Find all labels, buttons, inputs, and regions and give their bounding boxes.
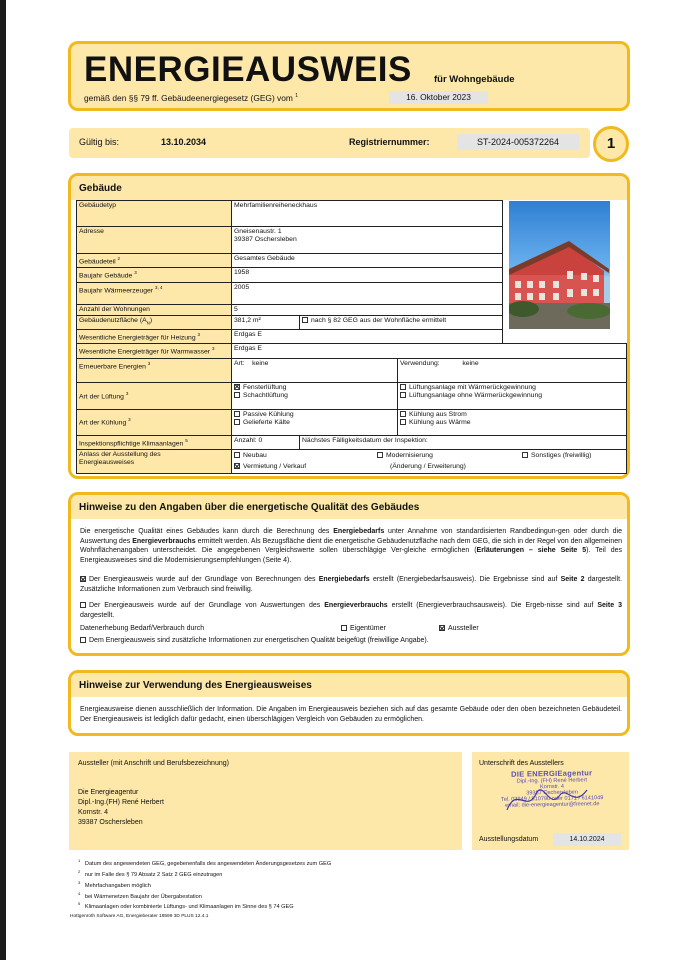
signature-label: Unterschrift des Ausstellers bbox=[479, 760, 564, 767]
ventilation-label: Art der Lüftung $^3$ bbox=[77, 382, 232, 409]
construction-year-label: Baujahr Gebäude $^3$ bbox=[77, 268, 232, 282]
building-part-value: Gesamtes Gebäude bbox=[232, 254, 503, 268]
heater-year-label: Baujahr Wärmeerzeuger $^{3, 4}$ bbox=[77, 282, 232, 304]
issuer-label: Aussteller (mit Anschrift und Berufsbezeichnung) bbox=[78, 760, 229, 767]
cooling-label: Art der Kühlung $^3$ bbox=[77, 409, 232, 435]
ventilation-options-left: Fensterlüftung Schachtlüftung bbox=[232, 382, 398, 409]
modernization-checkbox[interactable] bbox=[377, 452, 383, 458]
rental-sale-checkbox[interactable] bbox=[234, 463, 240, 469]
address-value: Gneisenaustr. 1 39387 Oschersleben bbox=[232, 227, 503, 254]
building-type-value: Mehrfamilienreiheneckhaus bbox=[232, 201, 503, 227]
registration-number: ST-2024-005372264 bbox=[457, 134, 579, 150]
footnote: $^4$ bei Wärmenetzen Baujahr der Übergabestation bbox=[78, 890, 202, 900]
footnote: $^1$ Datum des angewendeten GEG, gegebenenfalls des angewendeten Änderungsgesetzes zum GEG bbox=[78, 858, 332, 867]
registration-label: Registriernummer: bbox=[349, 137, 430, 147]
shaft-ventilation-checkbox[interactable] bbox=[234, 392, 240, 398]
other-reason-checkbox[interactable] bbox=[522, 452, 528, 458]
usage-notes-heading: Hinweise zur Verwendung des Energieausweises bbox=[79, 680, 312, 691]
ventilation-options-right: Lüftungsanlage mit Wärmerückgewinnung Lüftungsanlage ohne Wärmerückgewinnung bbox=[398, 382, 627, 409]
quality-notes-heading: Hinweise zu den Angaben über die energetische Qualität des Gebäudes bbox=[79, 502, 420, 513]
renewable-label: Erneuerbare Energien $^3$ bbox=[77, 358, 232, 382]
valid-until-label: Gültig bis: bbox=[79, 137, 120, 147]
ac-count: Anzahl: 0 bbox=[232, 435, 300, 449]
issuer-box bbox=[69, 752, 462, 850]
delivered-cold-checkbox[interactable] bbox=[234, 419, 240, 425]
footnotes bbox=[78, 857, 331, 911]
law-reference: gemäß den §§ 79 ff. Gebäudeenergiegesetz (GEG) vom $^1$ bbox=[84, 93, 298, 103]
cooling-options-left: Passive Kühlung Gelieferte Kälte bbox=[232, 409, 398, 435]
option-consumption: Der Energieausweis wurde auf der Grundlage von Auswertungen des Energieverbrauchs erstellt (Energieverbrauchsausweis). Die Ergeb-nisse sind auf Seite 3 dargestellt. bbox=[80, 602, 622, 619]
area-option: nach § 82 GEG aus der Wohnfläche ermittelt bbox=[300, 316, 503, 330]
issue-reason-options: Neubau Modernisierung Sonstiges (freiwillig) Vermietung / Verkauf (Änderung / Erweiterung) bbox=[232, 450, 627, 474]
quality-notes-section bbox=[68, 492, 630, 656]
cooling-options-right: Kühlung aus Strom Kühlung aus Wärme bbox=[398, 409, 627, 435]
issue-date-label: Ausstellungsdatum bbox=[479, 836, 539, 843]
issuer-stamp: DIE ENERGIEagentur Dipl.-Ing. (FH) René Herbert Kornstr. 4 39387 Oschersleben Tel. 03949 / 510790 oder 0171 / 6141049 email: die-energieagentur@freenet.de bbox=[500, 768, 604, 809]
option-additional: Dem Energieausweis sind zusätzliche Informationen zur energetischen Qualität beigefügt (freiwillige Angabe). bbox=[80, 637, 429, 644]
passive-cooling-checkbox[interactable] bbox=[234, 411, 240, 417]
option-demand: Der Energieausweis wurde auf der Grundlage von Berechnungen des Energiebedarfs erstellt (Energiebedarfsausweis). Die Ergebnisse sind auf Seite 2 dargestellt. Zusätzliche Informationen zum Verbrauch sind freiwillig. bbox=[80, 576, 622, 593]
page-title: ENERGIEAUSWEIS bbox=[84, 50, 412, 89]
heat-cooling-checkbox[interactable] bbox=[400, 419, 406, 425]
signature-scribble bbox=[502, 780, 602, 820]
valid-until-date: 13.10.2034 bbox=[161, 137, 207, 147]
building-heading: Gebäude bbox=[79, 183, 122, 194]
footnote: $^2$ nur im Falle des § 79 Absatz 2 Satz 2 GEG einzutragen bbox=[78, 868, 223, 878]
apartments-value: 5 bbox=[232, 304, 503, 315]
additional-info-checkbox[interactable] bbox=[80, 637, 86, 643]
issue-reason-label: Anlass der Ausstellung des Energieausweises bbox=[77, 450, 232, 474]
construction-year-value: 1958 bbox=[232, 268, 503, 282]
ventilation-with-recovery-checkbox[interactable] bbox=[400, 384, 406, 390]
hotwater-carrier-value: Erdgas E bbox=[232, 344, 627, 358]
address-label: Adresse bbox=[77, 227, 232, 254]
change-extension-note: (Änderung / Erweiterung) bbox=[390, 463, 466, 471]
consumption-checkbox[interactable] bbox=[80, 602, 86, 608]
footnote: $^3$ Mehrfachangaben möglich bbox=[78, 879, 151, 889]
owner-option: Eigentümer bbox=[341, 625, 386, 632]
window-ventilation-checkbox[interactable] bbox=[234, 384, 240, 390]
issuer-address: Die Energieagentur Dipl.-Ing.(FH) René Herbert Kornstr. 4 39387 Oschersleben bbox=[78, 789, 164, 826]
renewable-type: Art: keine bbox=[232, 358, 398, 382]
issue-date: 14.10.2024 bbox=[553, 833, 621, 846]
header-box bbox=[68, 41, 630, 111]
new-building-checkbox[interactable] bbox=[234, 452, 240, 458]
building-data-table bbox=[76, 200, 627, 474]
heater-year-value: 2005 bbox=[232, 282, 503, 304]
heating-carrier-value: Erdgas E bbox=[232, 329, 503, 343]
data-collection-label: Datenerhebung Bedarf/Verbrauch durch bbox=[80, 625, 205, 632]
left-edge-bar bbox=[0, 0, 6, 960]
signature-box bbox=[472, 752, 629, 850]
ventilation-without-recovery-checkbox[interactable] bbox=[400, 392, 406, 398]
usable-area-label: Gebäudenutzfläche $(A_N)$ bbox=[77, 316, 232, 330]
ac-next-inspection: Nächstes Fälligkeitsdatum der Inspektion: bbox=[300, 435, 627, 449]
page-subtitle: für Wohngebäude bbox=[434, 74, 515, 85]
apartments-label: Anzahl der Wohnungen bbox=[77, 304, 232, 315]
usable-area-value: 381,2 m² bbox=[232, 316, 300, 330]
building-part-label: Gebäudeteil $^2$ bbox=[77, 254, 232, 268]
issuer-checkbox[interactable] bbox=[439, 625, 445, 631]
building-type-label: Gebäudetyp bbox=[77, 201, 232, 227]
demand-checkbox[interactable] bbox=[80, 576, 86, 582]
page-number-badge: 1 bbox=[593, 126, 629, 162]
issuer-option: Aussteller bbox=[439, 625, 479, 632]
renewable-use: Verwendung: keine bbox=[398, 358, 627, 382]
validity-bar bbox=[69, 128, 590, 158]
owner-checkbox[interactable] bbox=[341, 625, 347, 631]
electric-cooling-checkbox[interactable] bbox=[400, 411, 406, 417]
heating-carrier-label: Wesentliche Energieträger für Heizung $^3$ bbox=[77, 329, 232, 343]
usage-notes-section bbox=[68, 670, 630, 736]
footnote: $^5$ Klimaanlagen oder kombinierte Lüftungs- und Klimaanlagen im Sinne des § 74 GEG bbox=[78, 901, 294, 911]
hotwater-carrier-label: Wesentliche Energieträger für Warmwasser $^3$ bbox=[77, 344, 232, 358]
software-credit: Hottgenroth Software AG, Energieberater 18599 3D PLUS 12.4.1 bbox=[70, 914, 209, 919]
ac-inspection-label: Inspektionspflichtige Klimaanlagen $^5$ bbox=[77, 435, 232, 449]
law-date: 16. Oktober 2023 bbox=[389, 91, 488, 104]
quality-notes-paragraph: Die energetische Qualität eines Gebäudes kann durch die Berechnung des Energiebedarfs unter Annahme von standardisierten Randbedingun-gen oder durch die Auswertung des Energieverbrauchs ermittelt werden. Als Bezugsfläche dient die energetische Gebäudenutzfläche nach dem GEG, die sich in der Regel von den allgemeinen Wohnflächenangaben unterscheidet. Die angegebenen Vergleichswerte sollen überschlägige Ver-gleiche ermöglichen (Erläuterungen – siehe Seite 5). Teil des Energieausweises sind die Modernisierungsempfehlungen (Seite 4). bbox=[80, 528, 622, 564]
area-checkbox[interactable] bbox=[302, 317, 308, 323]
usage-notes-text: Energieausweise dienen ausschließlich der Information. Die Angaben im Energieausweis beziehen sich auf das gesamte Gebäude oder den oben bezeichneten Gebäudeteil. Der Energieausweis ist lediglich dafür gedacht, einen überschlägigen Vergleich von Gebäuden zu ermöglichen. bbox=[80, 706, 622, 723]
